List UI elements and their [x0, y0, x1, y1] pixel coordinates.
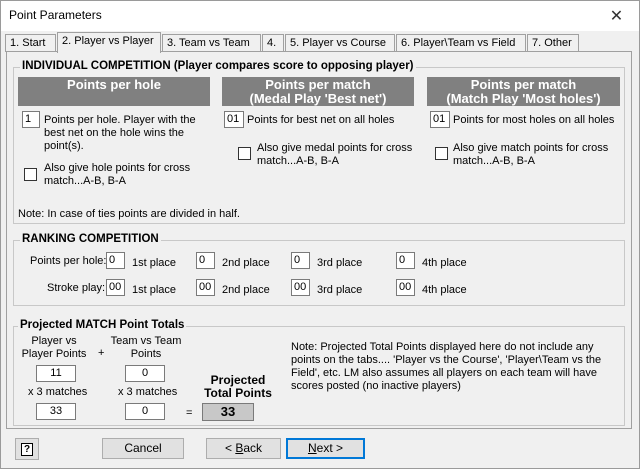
- tab-other[interactable]: 7. Other: [527, 34, 579, 52]
- rank-stroke-2nd-input[interactable]: 00: [196, 279, 215, 296]
- back-arrow-icon: <: [224, 441, 232, 455]
- next-button[interactable]: [286, 438, 365, 459]
- rank-hole-2nd-label: 2nd place: [222, 257, 270, 269]
- cancel-button[interactable]: Cancel: [102, 438, 184, 459]
- tvt-total-value: 0: [125, 403, 165, 420]
- next-label-rest: ext: [316, 441, 333, 455]
- tvt-multiplier: x 3 matches: [118, 386, 178, 398]
- back-label-rest: ack: [243, 441, 263, 455]
- rank-stroke-2nd-label: 2nd place: [222, 284, 270, 296]
- rank-stroke-4th-label: 4th place: [422, 284, 467, 296]
- rank-hole-3rd-label: 3rd place: [317, 257, 363, 269]
- medal-points-description: Points for best net on all holes: [247, 114, 395, 126]
- rank-hole-4th-label: 4th place: [422, 257, 467, 269]
- projected-total-label: Projected Total Points: [204, 373, 272, 400]
- medal-play-header: [222, 77, 414, 106]
- ranking-points-per-hole-label: Points per hole:: [30, 255, 107, 267]
- match-points-description: Points for most holes on all holes: [453, 114, 615, 126]
- individual-competition-group: [13, 60, 625, 224]
- pvp-points-label: Player vs Player Points: [21, 335, 87, 360]
- tvt-points-label: Team vs Team Points: [110, 335, 182, 360]
- medal-points-input[interactable]: 01: [224, 111, 244, 128]
- individual-competition-title: INDIVIDUAL COMPETITION (Player compares score to opposing player): [22, 60, 414, 72]
- medal-play-header-line2: (Medal Play 'Best net'): [249, 91, 387, 106]
- rank-stroke-1st-label: 1st place: [132, 284, 177, 296]
- plus-sign: +: [98, 347, 105, 359]
- points-per-hole-header: [18, 77, 210, 106]
- pvp-multiplier: x 3 matches: [28, 386, 88, 398]
- rank-stroke-3rd-label: 3rd place: [317, 284, 363, 296]
- close-icon: ✕: [609, 8, 624, 25]
- ranking-competition-group: [13, 233, 625, 306]
- ties-note: Note: In case of ties points are divided in half.: [18, 208, 240, 220]
- medal-play-header-line1: Points per match: [265, 77, 371, 92]
- tvt-points-value: 0: [125, 365, 165, 382]
- pvp-points-value: 11: [36, 365, 76, 382]
- points-per-hole-header-text: Points per hole: [67, 77, 161, 92]
- match-play-header-line2: (Match Play 'Most holes'): [446, 91, 601, 106]
- ranking-stroke-play-label: Stroke play:: [47, 282, 106, 294]
- medal-cross-match-checkbox[interactable]: [238, 147, 251, 160]
- equals-sign: =: [186, 407, 193, 419]
- back-accelerator: B: [235, 441, 244, 455]
- points-per-hole-description: Points per hole. Player with the best net on the hole wins the point(s).: [44, 114, 196, 152]
- medal-cross-match-label: Also give medal points for cross match...A-B, B-A: [257, 142, 413, 167]
- hole-cross-match-label: Also give hole points for cross match...A-B, B-A: [44, 162, 191, 187]
- close-button[interactable]: [594, 1, 639, 31]
- rank-hole-3rd-input[interactable]: 0: [291, 252, 310, 269]
- match-cross-match-label: Also give match points for cross match...A-B, B-A: [453, 142, 609, 167]
- next-arrow-icon: >: [336, 441, 344, 455]
- tab-player-vs-course[interactable]: 5. Player vs Course: [285, 34, 395, 52]
- tab-player-team-vs-field[interactable]: 6. Player\Team vs Field: [396, 34, 526, 52]
- points-per-hole-input[interactable]: 1: [22, 111, 40, 128]
- projected-totals-group: [13, 319, 625, 426]
- help-button[interactable]: [15, 438, 39, 460]
- match-play-header: [427, 77, 620, 106]
- pvp-total-value: 33: [36, 403, 76, 420]
- rank-hole-4th-input[interactable]: 0: [396, 252, 415, 269]
- projected-note: Note: Projected Total Points displayed here do not include any points on the tabs.... 'Player vs the Course', 'Player\Team vs the Field', etc. LM also assumes all players on each team will have scores posted (no inactive players): [291, 341, 602, 392]
- title-bar: [1, 1, 639, 31]
- next-accelerator: N: [307, 441, 317, 455]
- rank-hole-1st-input[interactable]: 0: [106, 252, 125, 269]
- back-button[interactable]: [206, 438, 281, 459]
- hole-cross-match-checkbox[interactable]: [24, 168, 37, 181]
- tab-player-vs-player[interactable]: 2. Player vs Player: [57, 32, 161, 53]
- match-cross-match-checkbox[interactable]: [435, 147, 448, 160]
- tab-4[interactable]: 4.: [262, 34, 284, 52]
- projected-total-value: 33: [202, 403, 254, 421]
- projected-totals-title: Projected MATCH Point Totals: [20, 319, 185, 331]
- rank-stroke-3rd-input[interactable]: 00: [291, 279, 310, 296]
- window-title: Point Parameters: [9, 8, 102, 22]
- tab-panel: [6, 51, 632, 429]
- match-play-header-line1: Points per match: [470, 77, 577, 92]
- rank-stroke-1st-input[interactable]: 00: [106, 279, 125, 296]
- match-points-input[interactable]: 01: [430, 111, 450, 128]
- tab-start[interactable]: 1. Start: [5, 34, 56, 52]
- tab-team-vs-team[interactable]: 3. Team vs Team: [162, 34, 261, 52]
- rank-hole-2nd-input[interactable]: 0: [196, 252, 215, 269]
- rank-hole-1st-label: 1st place: [132, 257, 177, 269]
- help-icon: ?: [21, 443, 33, 456]
- rank-stroke-4th-input[interactable]: 00: [396, 279, 415, 296]
- ranking-competition-title: RANKING COMPETITION: [22, 233, 159, 245]
